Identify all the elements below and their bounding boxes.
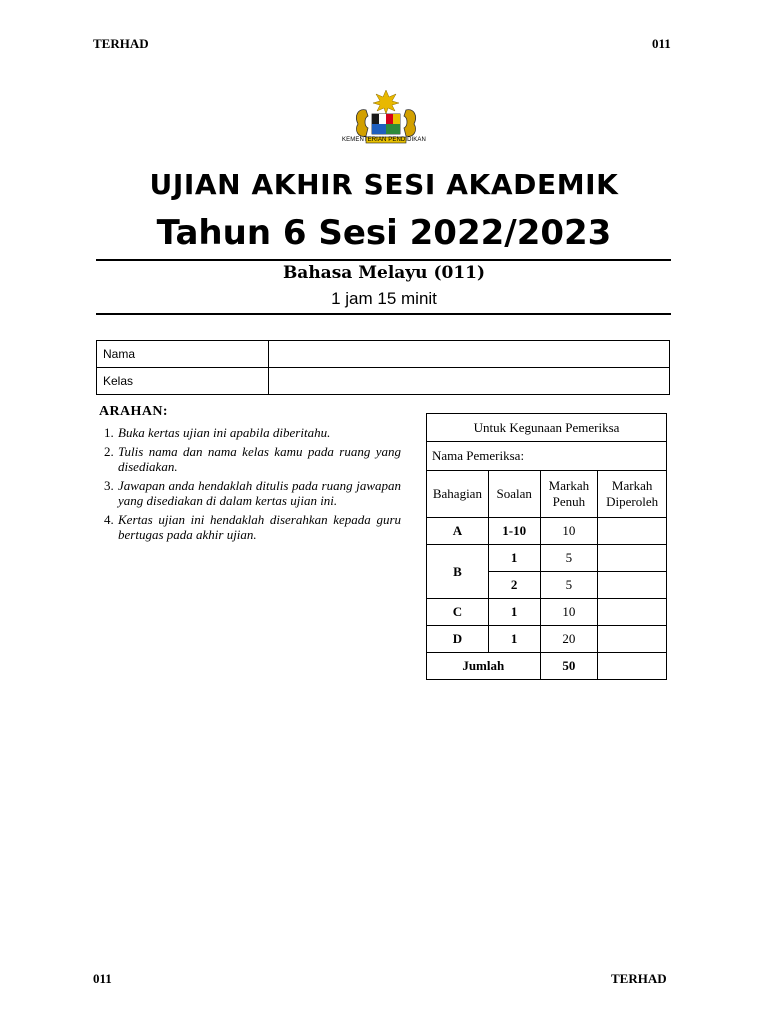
table-row: [97, 341, 670, 368]
full-mark-cell: 10: [540, 518, 598, 545]
full-mark-cell: 5: [540, 572, 598, 599]
item-number: 2.: [104, 443, 114, 459]
header-full-mark: Markah Penuh: [540, 471, 598, 518]
list-item: [100, 444, 401, 475]
title-divider-bottom: [96, 313, 671, 315]
instructions-heading: ARAHAN:: [99, 404, 168, 419]
item-number: 3.: [104, 477, 114, 493]
header-obtained-mark: Markah Diperoleh: [598, 471, 667, 518]
instructions-list: [100, 425, 401, 546]
full-mark-cell: 5: [540, 545, 598, 572]
header-classification: TERHAD: [93, 36, 149, 51]
title-divider-top: [96, 259, 671, 261]
question-cell: 1: [488, 545, 540, 572]
obtained-mark-cell[interactable]: [598, 626, 667, 653]
question-cell: 1: [488, 599, 540, 626]
examiner-name-label: Nama Pemeriksa:: [427, 442, 667, 471]
exam-duration: 1 jam 15 minit: [331, 289, 437, 308]
table-row: [97, 368, 670, 395]
logo-caption: KEMENTERIAN PENDIDIKAN: [342, 137, 426, 143]
name-label: Nama: [97, 341, 269, 368]
question-cell: 1-10: [488, 518, 540, 545]
header-section: Bahagian: [427, 471, 489, 518]
total-label: Jumlah: [427, 653, 541, 680]
header-paper-code: 011: [652, 36, 671, 51]
question-cell: 2: [488, 572, 540, 599]
total-obtained-mark[interactable]: [598, 653, 667, 680]
footer-paper-code: 011: [93, 971, 112, 986]
class-label: Kelas: [97, 368, 269, 395]
section-cell: C: [427, 599, 489, 626]
list-item: [100, 478, 401, 509]
obtained-mark-cell[interactable]: [598, 599, 667, 626]
footer-classification: TERHAD: [611, 971, 667, 986]
table-row: [427, 518, 667, 545]
obtained-mark-cell[interactable]: [598, 572, 667, 599]
section-cell: D: [427, 626, 489, 653]
examiner-table-title: Untuk Kegunaan Pemeriksa: [427, 414, 667, 442]
examiner-marks-table: [426, 413, 667, 680]
name-field[interactable]: [269, 341, 670, 368]
table-row: [427, 471, 667, 518]
table-row: [427, 442, 667, 471]
exam-title: UJIAN AKHIR SESI AKADEMIK: [149, 168, 619, 201]
item-text: Tulis nama dan nama kelas kamu pada ruang yang disediakan.: [118, 443, 401, 474]
section-cell: B: [427, 545, 489, 599]
exam-session: Tahun 6 Sesi 2022/2023: [156, 213, 612, 253]
section-cell: A: [427, 518, 489, 545]
item-text: Kertas ujian ini hendaklah diserahkan kepada guru bertugas pada akhir ujian.: [118, 511, 401, 542]
table-row: [427, 599, 667, 626]
item-number: 4.: [104, 511, 114, 527]
list-item: [100, 425, 401, 441]
full-mark-cell: 20: [540, 626, 598, 653]
list-item: [100, 512, 401, 543]
table-row: [427, 545, 667, 572]
student-info-table: [96, 340, 670, 395]
table-row: [427, 653, 667, 680]
item-text: Jawapan anda hendaklah ditulis pada ruang jawapan yang disediakan di dalam kertas ujian ini.: [118, 477, 401, 508]
question-cell: 1: [488, 626, 540, 653]
total-full-mark: 50: [540, 653, 598, 680]
item-number: 1.: [104, 425, 114, 440]
table-row: [427, 414, 667, 442]
obtained-mark-cell[interactable]: [598, 545, 667, 572]
header-question: Soalan: [488, 471, 540, 518]
class-field[interactable]: [269, 368, 670, 395]
table-row: [427, 626, 667, 653]
item-text: Buka kertas ujian ini apabila diberitahu.: [118, 425, 331, 440]
obtained-mark-cell[interactable]: [598, 518, 667, 545]
subject-name: Bahasa Melayu (011): [282, 263, 486, 283]
full-mark-cell: 10: [540, 599, 598, 626]
